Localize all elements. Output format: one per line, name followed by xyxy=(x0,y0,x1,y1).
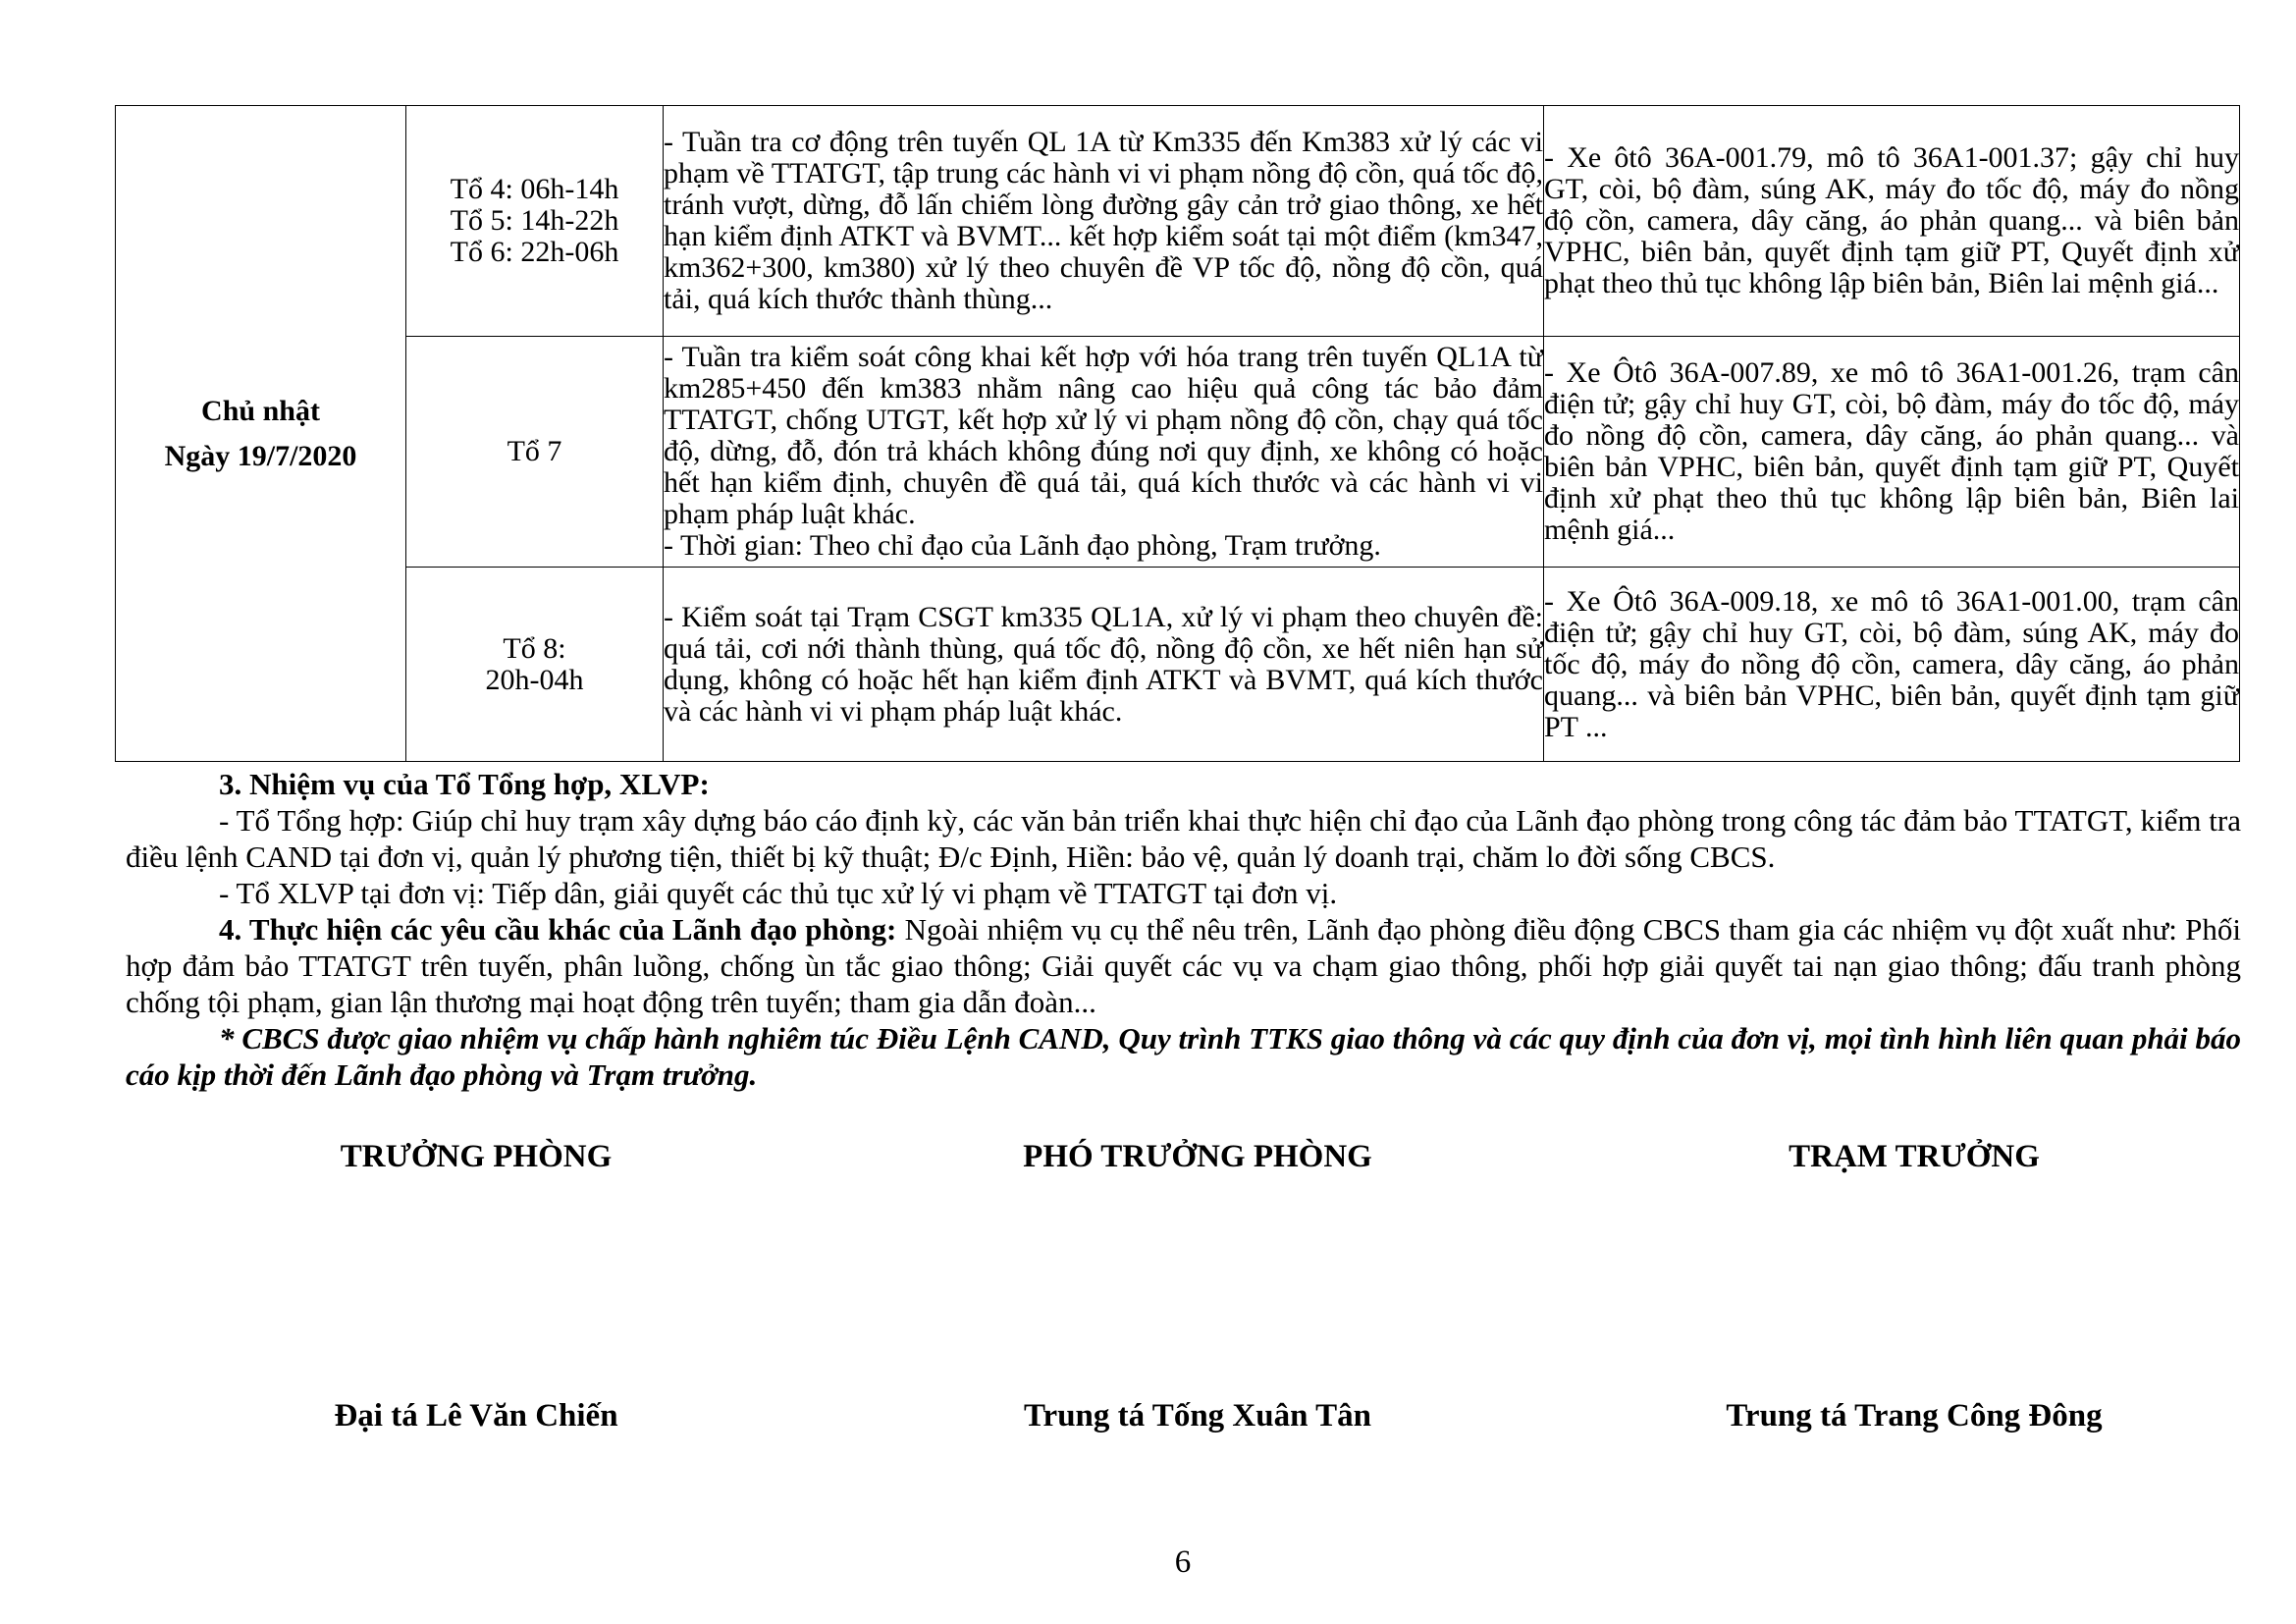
group-line: Tổ 6: 22h-06h xyxy=(450,236,619,268)
day-cell xyxy=(116,106,406,762)
table-row xyxy=(116,106,2240,337)
task-cell xyxy=(664,337,1544,568)
section-4-heading: 4. Thực hiện các yêu cầu khác của Lãnh đạo phòng: xyxy=(219,912,897,947)
section-3-heading: 3. Nhiệm vụ của Tổ Tổng hợp, XLVP: xyxy=(219,767,710,801)
equipment-text: - Xe ôtô 36A-001.79, mô tô 36A1-001.37; gậy chỉ huy GT, còi, bộ đàm, súng AK, máy đo tốc độ, máy đo nồng độ cồn, camera, dây căng, áo phản quang... và biên bản VPHC, biên bản, quyết định tạm giữ PT, Quyết định xử phạt theo thủ tục không lập biên bản, Biên lai mệnh giá... xyxy=(1544,141,2239,299)
task-text: - Tuần tra kiểm soát công khai kết hợp với hóa trang trên tuyến QL1A từ km285+450 đến km383 nhằm nâng cao hiệu quả công tác bảo đảm TTATGT, chống UTGT, kết hợp xử lý vi phạm nồng độ cồn, chạy quá tốc độ, dừng, đỗ, đón trả khách không đúng nơi quy định, xe không có hoặc hết hạn kiểm định, chuyên đề quá tải, quá kích thước và các hành vi vi phạm pháp luật khác. xyxy=(664,341,1543,530)
group-line: Tổ 8: xyxy=(503,631,566,665)
group-line: 20h-04h xyxy=(485,663,584,696)
task-extra-text: - Thời gian: Theo chỉ đạo của Lãnh đạo phòng, Trạm trưởng. xyxy=(664,529,1381,562)
group-line: Tổ 4: 06h-14h xyxy=(450,173,619,205)
date-label: Ngày 19/7/2020 xyxy=(164,439,357,472)
signatory-name: Đại tá Lê Văn Chiến xyxy=(334,1398,618,1434)
signatory-name: Trung tá Tống Xuân Tân xyxy=(1024,1398,1371,1434)
equipment-text: - Xe Ôtô 36A-007.89, xe mô tô 36A1-001.26, trạm cân điện tử; gậy chỉ huy GT, còi, bộ đàm, máy đo tốc độ, máy đo nồng độ cồn, camera, dây căng, áo phản quang... và biên bản VPHC, biên bản, quyết định tạm giữ PT, Quyết định xử phạt theo thủ tục không lập biên bản, Biên lai mệnh giá... xyxy=(1544,356,2239,546)
page-number: 6 xyxy=(1174,1544,1192,1580)
group-cell xyxy=(406,337,664,568)
group-cell xyxy=(406,106,664,337)
equipment-cell xyxy=(1544,106,2240,337)
section-3-paragraph: - Tổ Tổng hợp: Giúp chỉ huy trạm xây dựng báo cáo định kỳ, các văn bản triển khai thực hiện chỉ đạo của Lãnh đạo phòng trong công tác đảm bảo TTATGT, kiểm tra điều lệnh CAND tại đơn vị, quản lý phương tiện, thiết bị kỹ thuật; Đ/c Định, Hiền: bảo vệ, quản lý doanh trại, chăm lo đời sống CBCS. xyxy=(126,803,2241,874)
signature-title: TRẠM TRƯỞNG xyxy=(1789,1139,2040,1174)
task-cell xyxy=(664,106,1544,337)
day-label: Chủ nhật xyxy=(201,394,320,427)
signature-title: PHÓ TRƯỞNG PHÒNG xyxy=(1023,1139,1372,1174)
equipment-text: - Xe Ôtô 36A-009.18, xe mô tô 36A1-001.00, trạm cân điện tử; gậy chỉ huy GT, còi, bộ đàm, súng AK, máy đo tốc độ, máy đo nồng độ cồn, camera, dây căng, áo phản quang... và biên bản VPHC, biên bản, quyết định tạm giữ PT ... xyxy=(1544,584,2239,743)
section-3-paragraph: - Tổ XLVP tại đơn vị: Tiếp dân, giải quyết các thủ tục xử lý vi phạm về TTATGT tại đơn vị. xyxy=(219,876,1338,910)
signatory-name: Trung tá Trang Công Đông xyxy=(1726,1398,2103,1434)
section-4-text: Ngoài nhiệm vụ cụ thể nêu trên, Lãnh đạo phòng điều động CBCS tham gia các nhiệm vụ đột xuất như: Phối hợp đảm bảo TTATGT trên tuyến, phân luồng, chống ùn tắc giao thông; Giải quyết các vụ va chạm giao thông, phối hợp giải quyết tai nạn giao thông; đấu tranh phòng chống tội phạm, gian lận thương mại hoạt động trên tuyến; tham gia dẫn đoàn... xyxy=(126,912,2241,1019)
group-cell xyxy=(406,568,664,762)
schedule-table xyxy=(115,105,2240,762)
table-row xyxy=(116,568,2240,762)
task-text: - Kiểm soát tại Trạm CSGT km335 QL1A, xử lý vi phạm theo chuyên đề: quá tải, cơi nới thành thùng, quá tốc độ, nồng độ cồn, xe hết niên hạn sử dụng, không có hoặc hết hạn kiểm định ATKT và BVMT, quá kích thước và các hành vi vi phạm pháp luật khác. xyxy=(664,600,1543,728)
group-line: Tổ 7 xyxy=(507,435,562,467)
group-line: Tổ 5: 14h-22h xyxy=(450,204,619,237)
equipment-cell xyxy=(1544,568,2240,762)
note-text: * CBCS được giao nhiệm vụ chấp hành nghiêm túc Điều Lệnh CAND, Quy trình TTKS giao thông và các quy định của đơn vị, mọi tình hình liên quan phải báo cáo kịp thời đến Lãnh đạo phòng và Trạm trưởng. xyxy=(126,1021,2241,1092)
equipment-cell xyxy=(1544,337,2240,568)
section-4 xyxy=(126,911,2241,1020)
signature-title: TRƯỞNG PHÒNG xyxy=(340,1139,613,1174)
section-3 xyxy=(126,766,2241,1093)
table-row xyxy=(116,337,2240,568)
task-text: - Tuần tra cơ động trên tuyến QL 1A từ Km335 đến Km383 xử lý các vi phạm về TTATGT, tập trung các hành vi vi phạm nồng độ cồn, quá tốc độ, tránh vượt, dừng, đỗ lấn chiếm lòng đường gây cản trở giao thông, xe hết hạn kiểm định ATKT và BVMT... kết hợp kiểm soát tại một điểm (km347, km362+300, km380) xử lý theo chuyên đề VP tốc độ, nồng độ cồn, quá tải, quá kích thước thành thùng... xyxy=(664,126,1543,315)
task-cell xyxy=(664,568,1544,762)
